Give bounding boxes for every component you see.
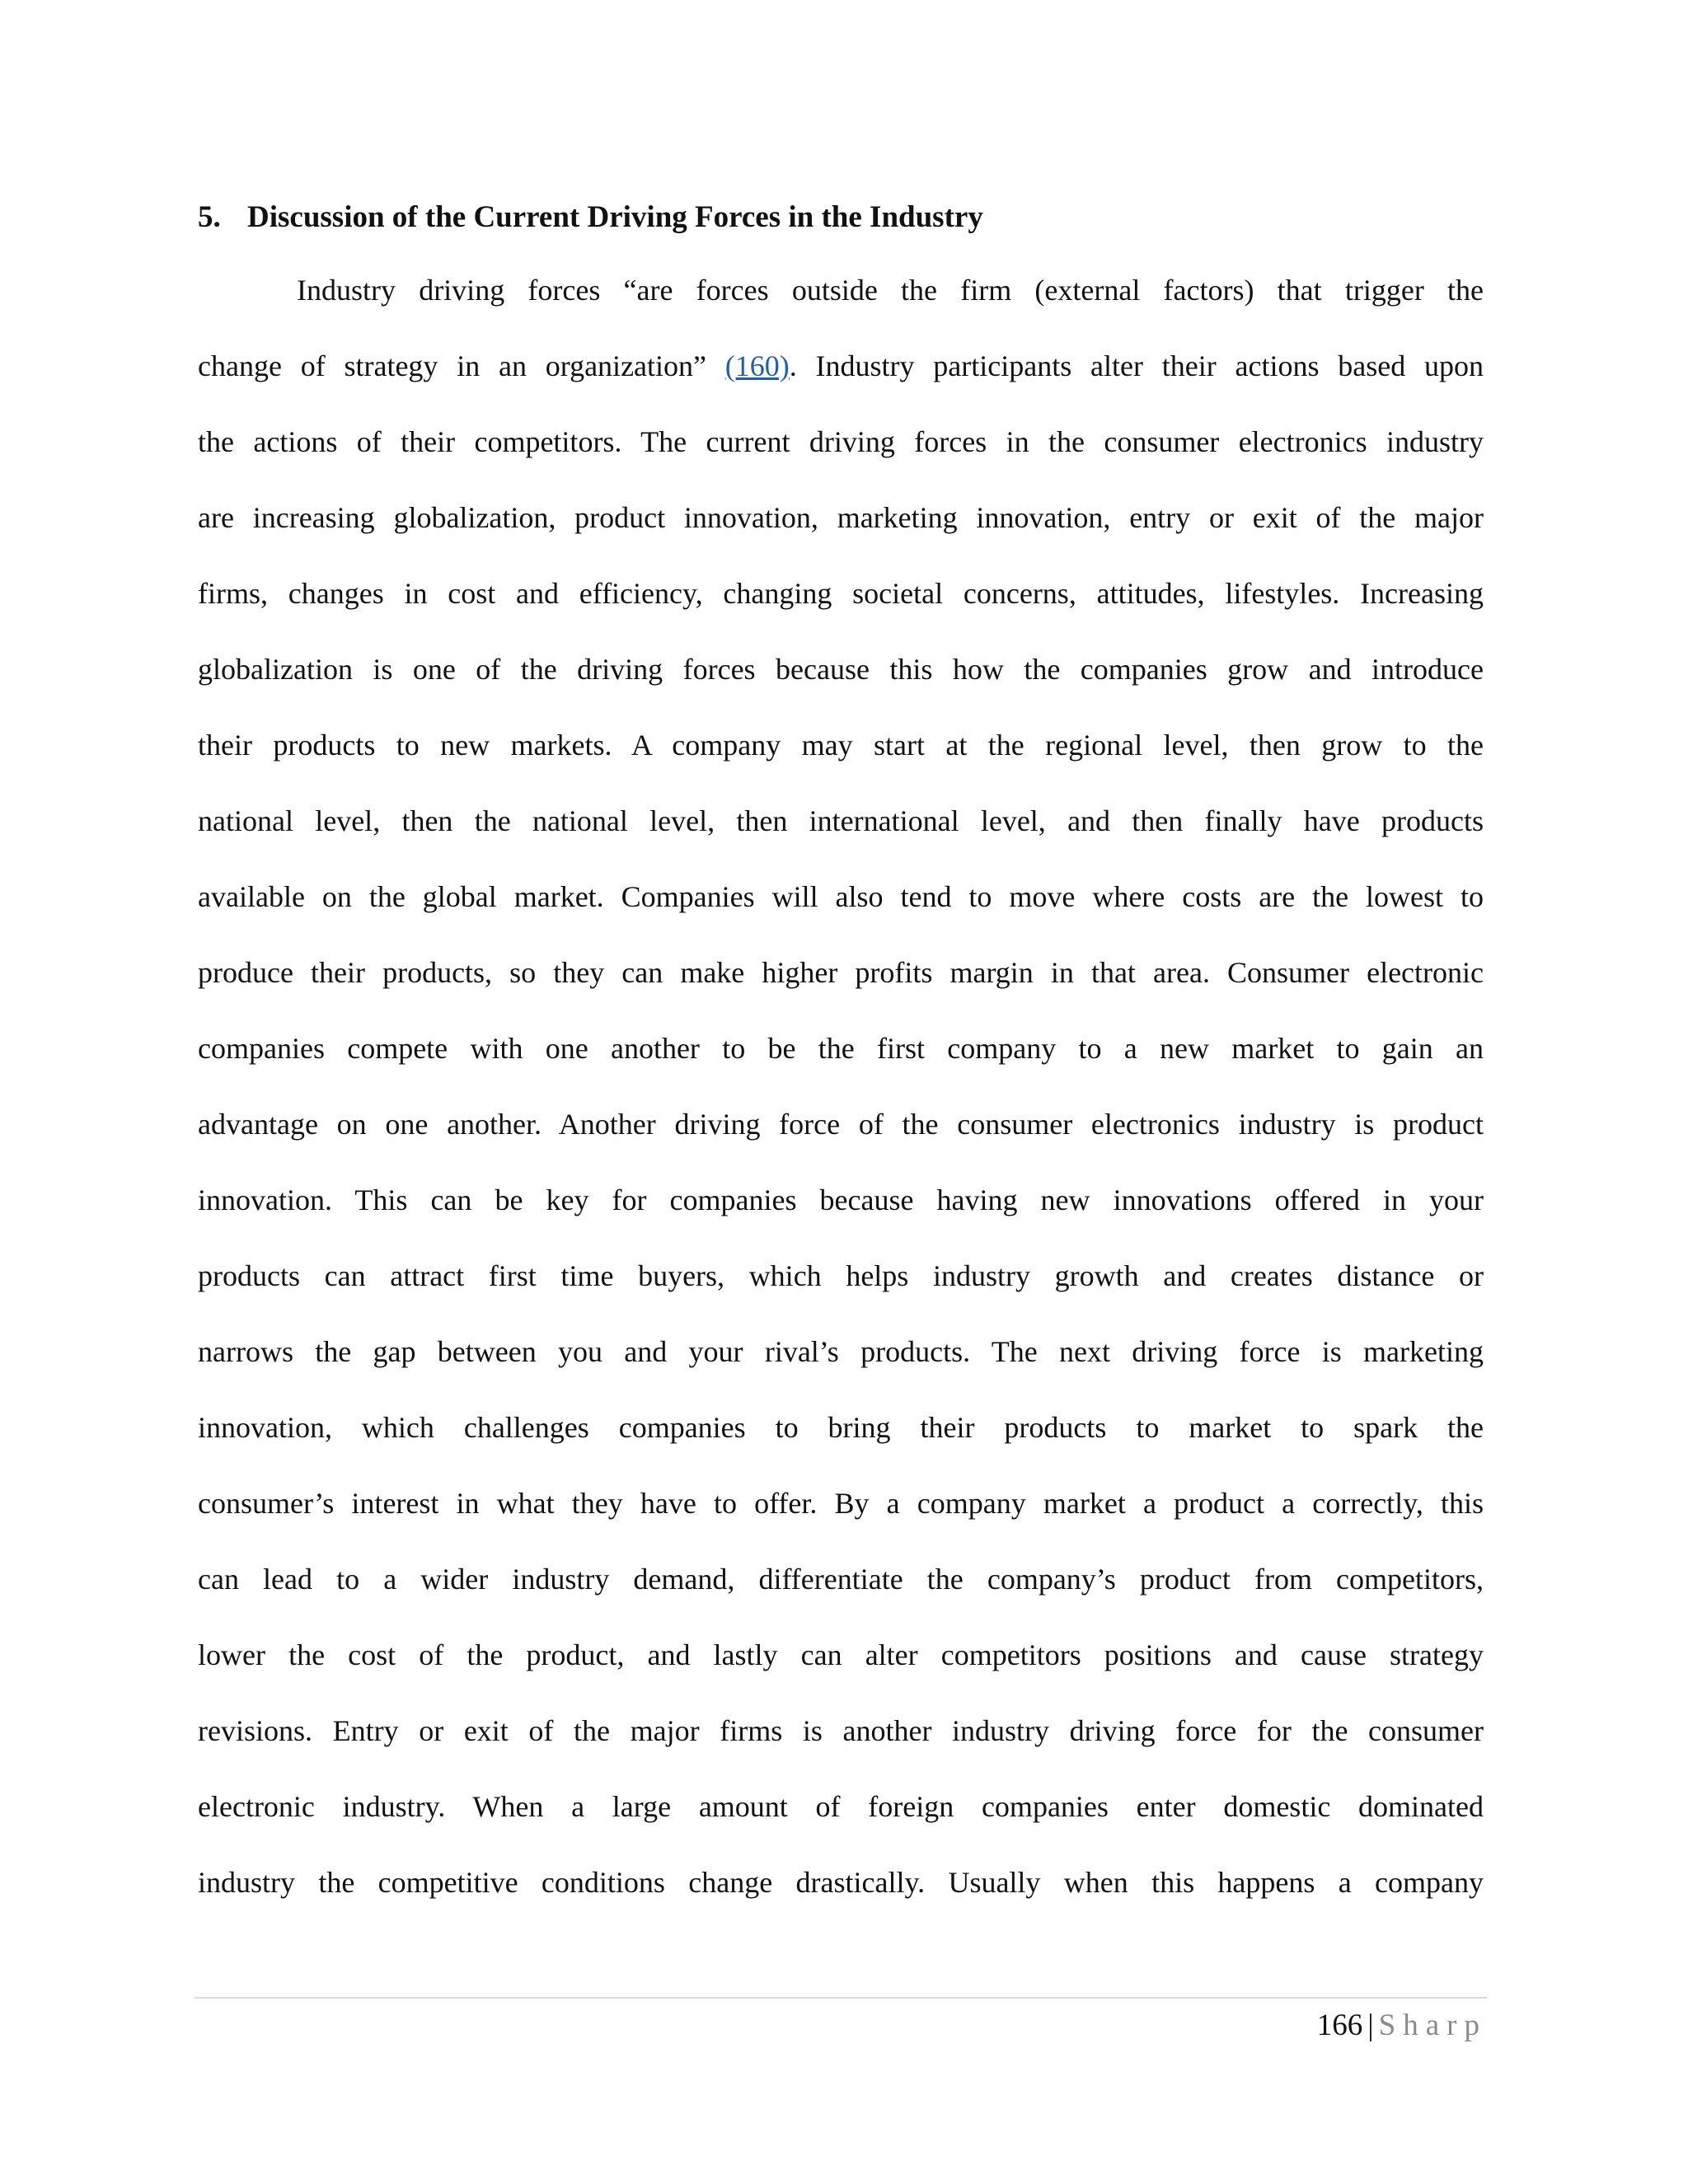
paragraph-line: companies compete with one another to be the first company to a new market to gain an: [198, 1032, 1484, 1065]
paragraph-line: [198, 345, 1484, 387]
paragraph-line: innovation. This can be key for companies because having new innovations offered in your: [198, 1183, 1484, 1216]
footer-separator: |: [1367, 2008, 1374, 2042]
section-number: 5.: [198, 200, 221, 234]
paragraph-line: are increasing globalization, product innovation, marketing innovation, entry or exit of the major: [198, 501, 1484, 534]
paragraph-line: their products to new markets. A company may start at the regional level, then grow to the: [198, 729, 1484, 762]
paragraph-line: can lead to a wider industry demand, differentiate the company’s product from competitors,: [198, 1563, 1484, 1596]
footer-divider: [195, 1997, 1487, 1999]
paragraph-line: advantage on one another. Another driving force of the consumer electronics industry is product: [198, 1108, 1484, 1141]
paragraph-line: national level, then the national level, then international level, and then finally have products: [198, 804, 1484, 837]
paragraph-line: Industry driving forces “are forces outside the firm (external factors) that trigger the: [297, 274, 1484, 307]
paragraph-line: revisions. Entry or exit of the major firms is another industry driving force for the consumer: [198, 1714, 1484, 1747]
paragraph-line: the actions of their competitors. The current driving forces in the consumer electronics industry: [198, 425, 1484, 458]
line-text: . Industry participants alter their actions based upon: [789, 349, 1484, 382]
paragraph-line: electronic industry. When a large amount of foreign companies enter domestic dominated: [198, 1790, 1484, 1823]
paragraph-line: innovation, which challenges companies to bring their products to market to spark the: [198, 1411, 1484, 1444]
page-footer: [1317, 2001, 1487, 2050]
page-number: 166: [1316, 2008, 1363, 2042]
paragraph-line: lower the cost of the product, and lastly can alter competitors positions and cause strategy: [198, 1638, 1484, 1671]
paragraph-line: consumer’s interest in what they have to offer. By a company market a product a correctly, this: [198, 1487, 1484, 1520]
citation-link[interactable]: (160): [724, 349, 790, 382]
section-heading: [198, 198, 983, 237]
line-text: change of strategy in an organization”: [198, 349, 725, 382]
paragraph-line: available on the global market. Companies will also tend to move where costs are the lowest to: [198, 880, 1484, 913]
footer-author: Sharp: [1378, 2008, 1487, 2042]
paragraph-line: globalization is one of the driving forces because this how the companies grow and introduce: [198, 653, 1484, 686]
paragraph-line: produce their products, so they can make higher profits margin in that area. Consumer electronic: [198, 956, 1484, 989]
paragraph-line: firms, changes in cost and efficiency, changing societal concerns, attitudes, lifestyles. Increasing: [198, 577, 1484, 610]
paragraph-line: narrows the gap between you and your rival’s products. The next driving force is marketing: [198, 1335, 1484, 1368]
section-title: Discussion of the Current Driving Forces in the Industry: [247, 200, 983, 234]
paragraph-line: industry the competitive conditions change drastically. Usually when this happens a company: [198, 1866, 1484, 1899]
paragraph-line: products can attract first time buyers, which helps industry growth and creates distance or: [198, 1259, 1484, 1292]
